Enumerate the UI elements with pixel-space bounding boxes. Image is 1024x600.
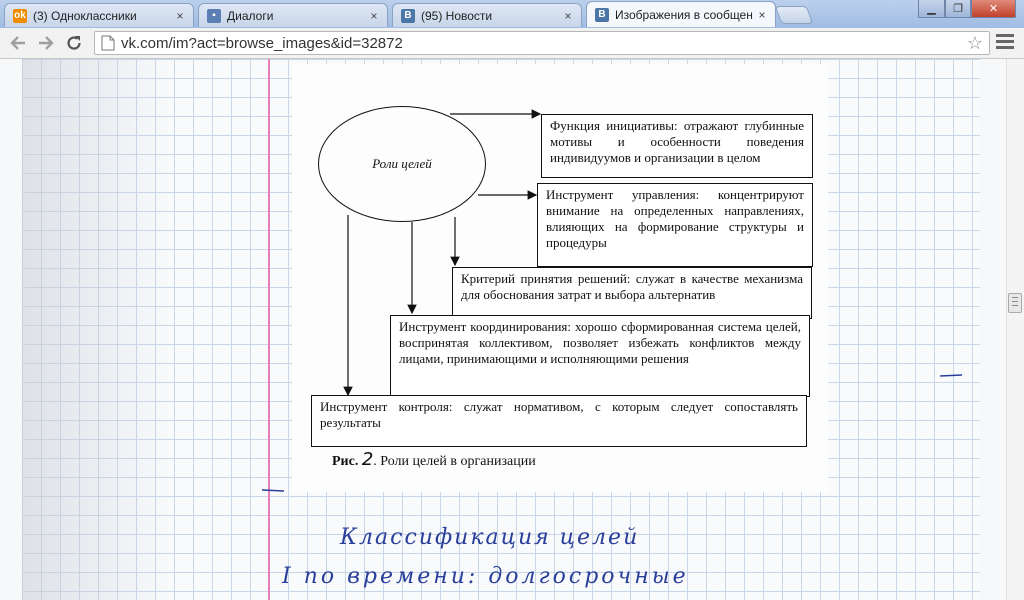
caption-text: . Роли целей в организации — [373, 454, 536, 469]
new-tab-button[interactable] — [775, 6, 814, 24]
vk-icon: B — [401, 9, 415, 23]
close-tab-icon[interactable]: × — [564, 8, 572, 23]
handwritten-line: I по времени: долгосрочные — [282, 564, 689, 589]
ellipse-label: Роли целей — [372, 156, 432, 171]
close-window-button[interactable]: ✕ — [971, 0, 1016, 18]
scrollbar-thumb[interactable] — [1008, 293, 1022, 313]
tab-title: Диалоги — [227, 8, 274, 23]
bookmark-star-icon[interactable]: ☆ — [966, 33, 983, 53]
caption-prefix: Рис. — [332, 454, 359, 469]
accent-mark — [940, 375, 962, 376]
roles-ellipse — [318, 106, 486, 222]
role-box-text: Критерий принятия решений: служат в качестве механизма для обоснования затрат и выбора альтернатив — [461, 271, 803, 302]
url-text: vk.com/im?act=browse_images&id=32872 — [121, 34, 403, 52]
tab-4[interactable] — [586, 1, 776, 27]
browser-toolbar — [0, 28, 1024, 59]
role-box-initiative — [541, 114, 813, 178]
role-box-text: Инструмент управления: концентрируют внимание на определенных направлениях, влияющих на формирование структуры и процедуры — [546, 187, 804, 250]
tab-title: (3) Одноклассники — [33, 8, 137, 23]
role-box-decision — [452, 267, 812, 319]
caption-number: 2 — [361, 449, 374, 470]
reload-button[interactable] — [64, 33, 84, 53]
minimize-button[interactable]: ▁ — [918, 0, 945, 18]
handwritten-heading: Классификация целей — [340, 525, 640, 550]
back-button[interactable] — [8, 33, 28, 53]
image-viewer — [0, 59, 1024, 600]
vk-icon: B — [595, 8, 609, 22]
tab-3[interactable] — [392, 3, 582, 27]
page-icon — [101, 35, 115, 51]
close-tab-icon[interactable]: × — [176, 8, 184, 23]
address-bar[interactable] — [94, 31, 990, 55]
tab-1[interactable] — [4, 3, 194, 27]
accent-mark — [262, 490, 284, 491]
scrollbar-track[interactable] — [1006, 59, 1024, 600]
tab-2[interactable] — [198, 3, 388, 27]
chat-icon: ▪ — [207, 9, 221, 23]
role-box-control — [311, 395, 807, 447]
arrow-left-icon — [9, 34, 27, 52]
role-box-management — [537, 183, 813, 267]
tab-title: (95) Новости — [421, 8, 493, 23]
reload-icon — [65, 34, 83, 52]
odnoklassniki-icon: ok — [14, 10, 26, 21]
role-box-text: Инструмент контроля: служат нормативом, с которым следует сопоставлять результаты — [320, 399, 798, 430]
close-tab-icon[interactable]: × — [370, 8, 378, 23]
maximize-button[interactable]: ❐ — [945, 0, 971, 18]
role-box-text: Функция инициативы: отражают глубинные мотивы и особенности поведения индивидуумов и организации в целом — [550, 118, 804, 165]
arrow-right-icon — [37, 34, 55, 52]
forward-button[interactable] — [36, 33, 56, 53]
close-tab-icon[interactable]: × — [758, 7, 766, 22]
tab-title: Изображения в сообщен — [615, 7, 753, 22]
role-box-text: Инструмент координирования: хорошо сформированная система целей, воспринятая коллективом, позволяет избежать конфликтов между лицами, принимающими и исполняющими решения — [399, 319, 801, 366]
figure-caption — [332, 449, 536, 470]
title-bar — [0, 0, 1024, 28]
role-box-coordination — [390, 315, 810, 397]
menu-button[interactable] — [996, 34, 1014, 52]
